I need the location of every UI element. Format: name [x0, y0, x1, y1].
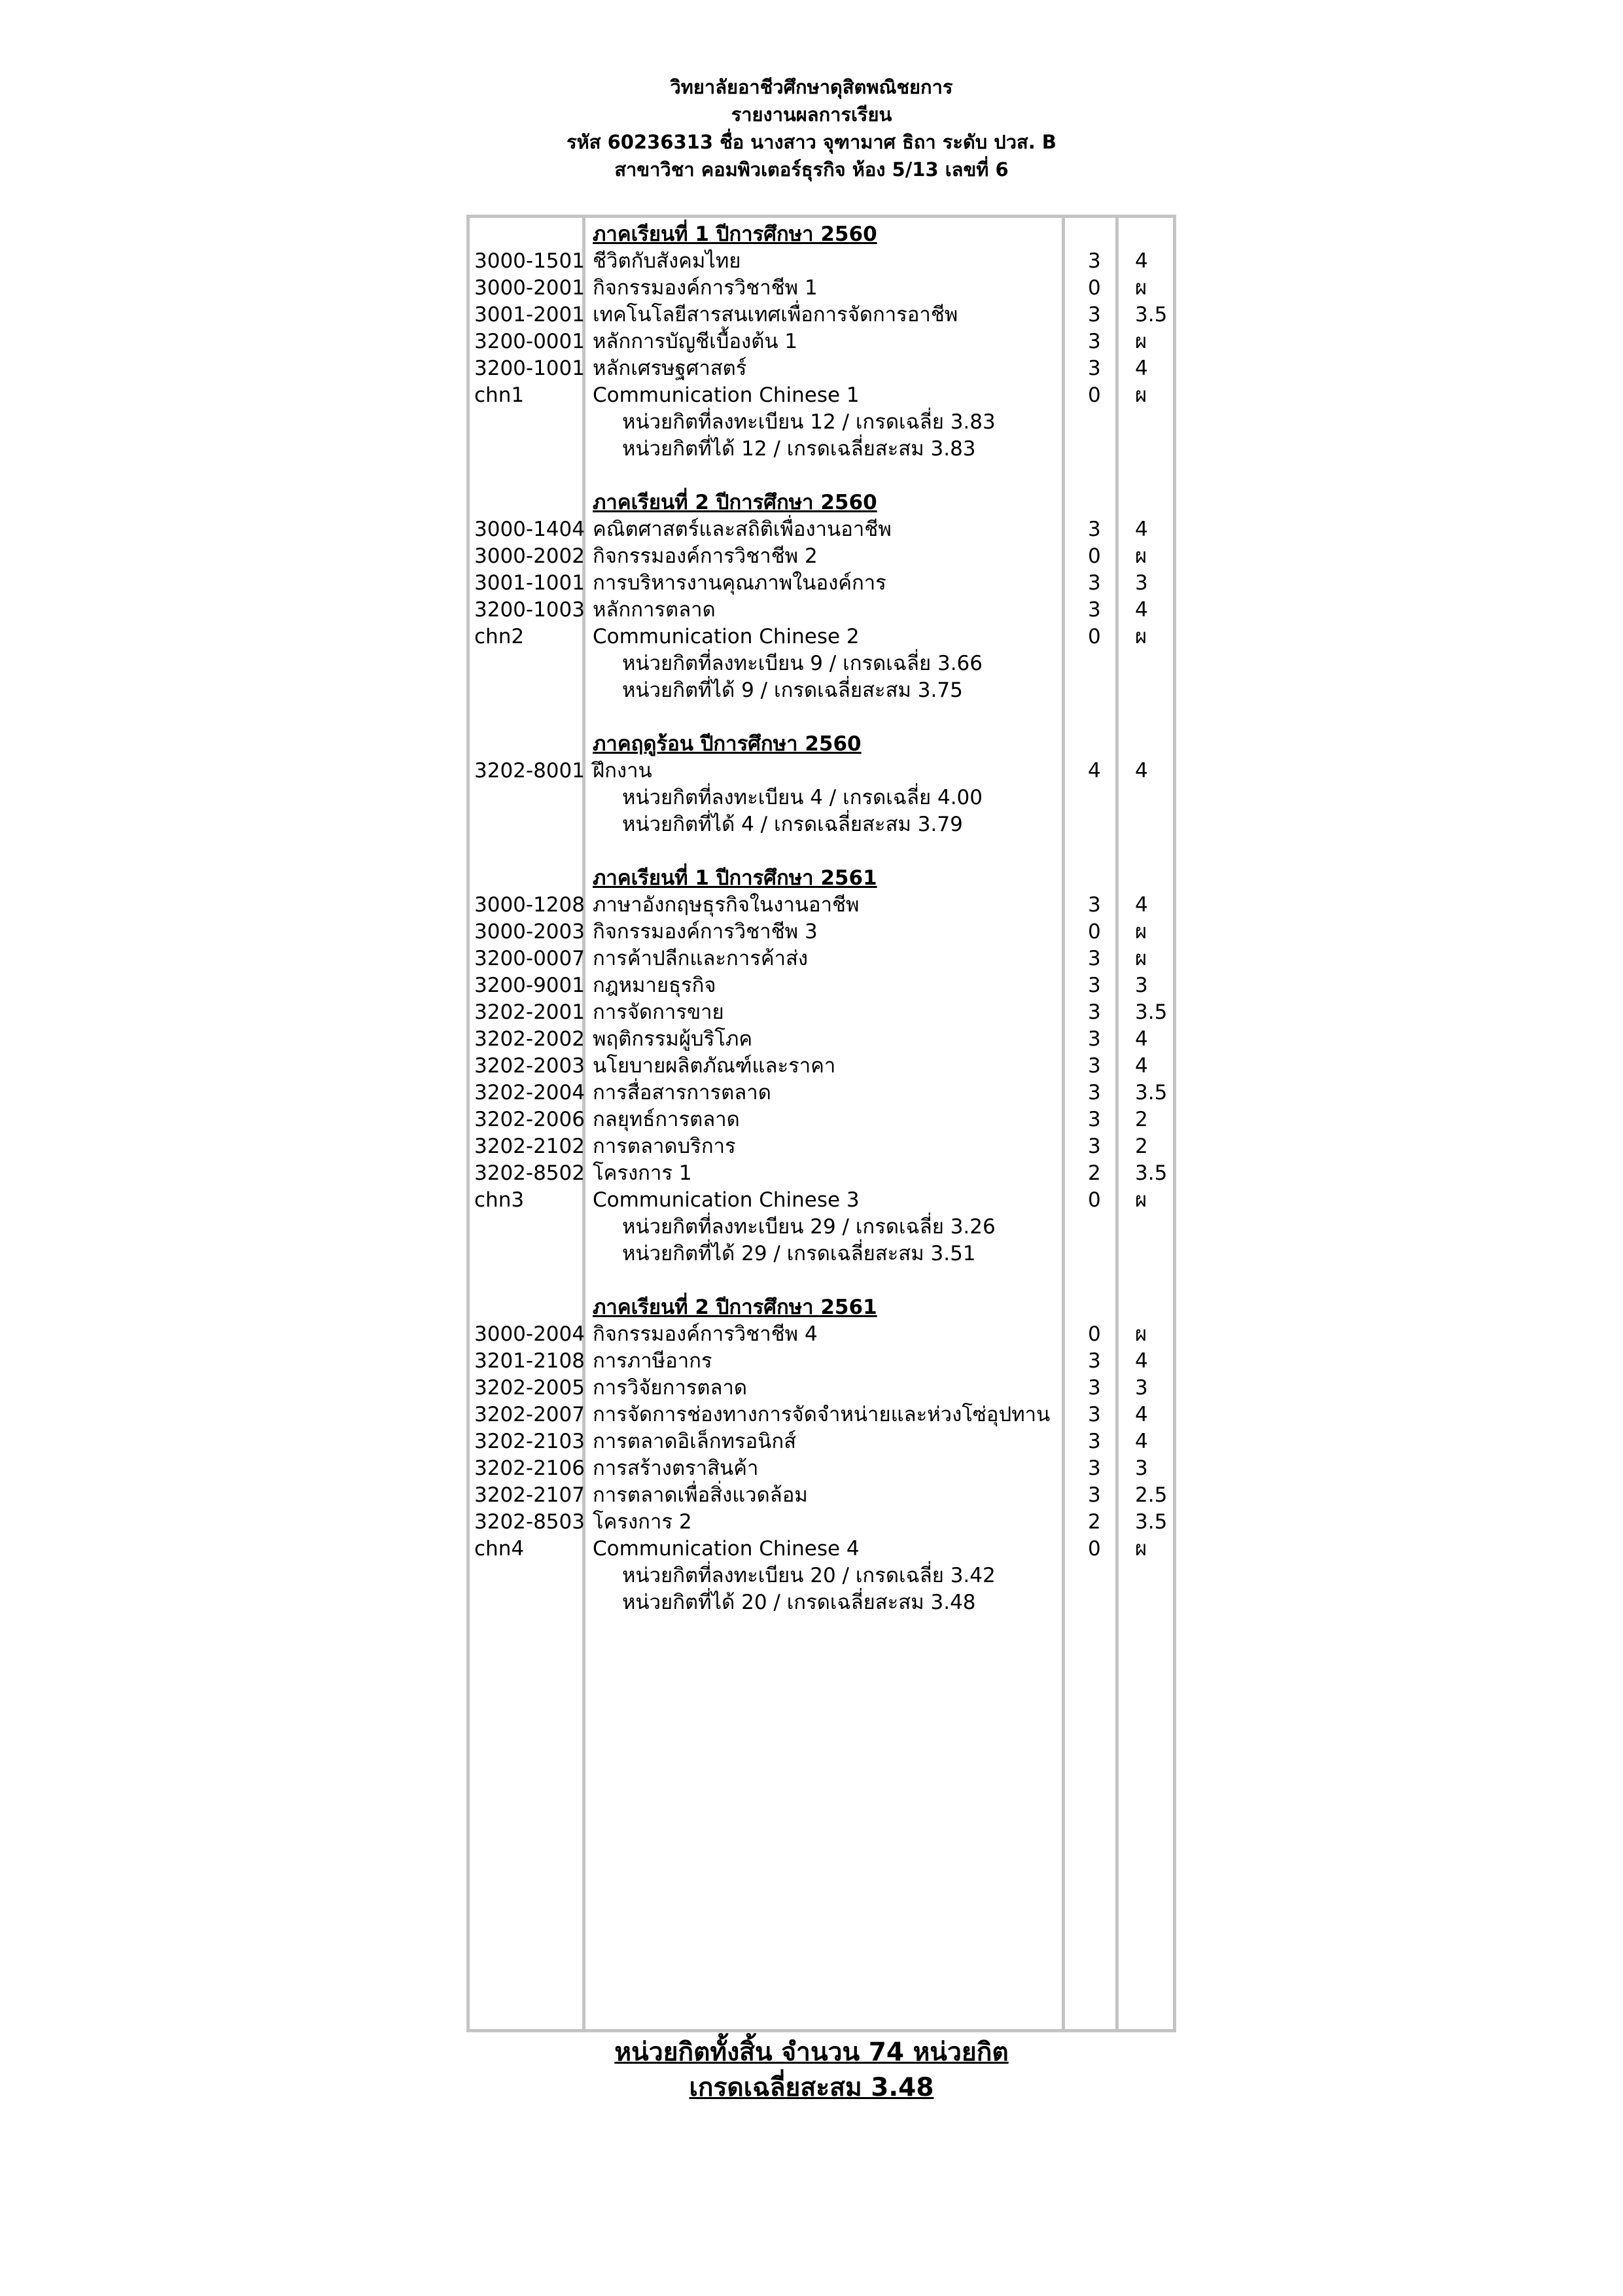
course-grade: ผ [1135, 330, 1147, 353]
report-footer [0, 2035, 1623, 2106]
course-grade: 3 [1135, 1376, 1148, 1400]
course-grade: ผ [1135, 947, 1147, 970]
transcript-rows [466, 221, 1176, 1616]
course-name: เทคโนโลยีสารสนเทศเพื่อการจัดการอาชีพ [593, 303, 958, 327]
course-grade: 3.5 [1135, 1000, 1168, 1024]
course-credit: 2 [1088, 1510, 1101, 1534]
course-credit: 3 [1088, 598, 1101, 622]
course-name: หลักการบัญชีเบื้องต้น 1 [593, 330, 798, 353]
course-code: chn3 [474, 1188, 525, 1212]
course-code: 3202-2102 [474, 1135, 585, 1158]
earned-credits-summary: หน่วยกิตที่ได้ 20 / เกรดเฉลี่ยสะสม 3.48 [622, 1591, 976, 1614]
course-row [466, 1402, 1176, 1428]
course-code: 3000-1208 [474, 893, 585, 917]
course-code: 3202-2004 [474, 1081, 585, 1104]
course-name: การตลาดอิเล็กทรอนิกส์ [593, 1430, 797, 1453]
term-summary-row [466, 1241, 1176, 1267]
course-row [466, 275, 1176, 302]
course-grade: ผ [1135, 625, 1147, 648]
course-row [466, 1428, 1176, 1455]
course-code: 3200-0007 [474, 947, 585, 970]
term-title: ภาคเรียนที่ 1 ปีการศึกษา 2561 [593, 866, 877, 890]
course-name: คณิตศาสตร์และสถิติเพื่องานอาชีพ [593, 518, 892, 541]
course-row [466, 1026, 1176, 1053]
course-grade: 4 [1135, 759, 1148, 783]
course-row [466, 543, 1176, 570]
course-row [466, 1133, 1176, 1160]
course-code: 3202-2007 [474, 1403, 585, 1426]
course-row [466, 919, 1176, 945]
course-row [466, 999, 1176, 1026]
course-grade: 3 [1135, 974, 1148, 997]
course-credit: 3 [1088, 1000, 1101, 1024]
course-credit: 0 [1088, 920, 1101, 944]
course-row [466, 1321, 1176, 1348]
course-credit: 4 [1088, 759, 1101, 783]
course-code: 3202-8502 [474, 1161, 585, 1185]
term-title: ภาคเรียนที่ 2 ปีการศึกษา 2561 [593, 1296, 877, 1319]
course-code: 3202-2106 [474, 1457, 585, 1480]
course-grade: 2.5 [1135, 1483, 1168, 1507]
course-grade: 4 [1135, 893, 1148, 917]
course-grade: ผ [1135, 1322, 1147, 1346]
course-row [466, 248, 1176, 275]
term-title: ภาคเรียนที่ 1 ปีการศึกษา 2560 [593, 222, 877, 246]
course-code: 3001-2001 [474, 303, 585, 327]
course-code: 3000-1501 [474, 249, 585, 273]
table-top-border [466, 215, 1176, 218]
course-grade: 4 [1135, 249, 1148, 273]
registered-credits-summary: หน่วยกิตที่ลงทะเบียน 29 / เกรดเฉลี่ย 3.26 [622, 1215, 996, 1239]
course-credit: 3 [1088, 1081, 1101, 1104]
term-header-row [466, 489, 1176, 516]
course-name: พฤติกรรมผู้บริโภค [593, 1027, 753, 1051]
course-code: 3202-2001 [474, 1000, 585, 1024]
course-row [466, 1509, 1176, 1536]
course-code: 3200-1003 [474, 598, 585, 622]
report-title: รายงานผลการเรียน [731, 103, 892, 126]
student-info: รหัส 60236313 ชื่อ นางสาว จุฑามาศ ธิถา ระดับ ปวส. B [567, 131, 1056, 153]
course-code: chn1 [474, 383, 525, 407]
course-name: กิจกรรมองค์การวิชาชีพ 3 [593, 920, 818, 944]
course-grade: 4 [1135, 1403, 1148, 1426]
course-credit: 0 [1088, 1537, 1101, 1561]
course-name: การสื่อสารการตลาด [593, 1081, 771, 1104]
earned-credits-summary: หน่วยกิตที่ได้ 9 / เกรดเฉลี่ยสะสม 3.75 [622, 679, 963, 702]
term-summary-row [466, 436, 1176, 463]
course-grade: 4 [1135, 1027, 1148, 1051]
course-name: กลยุทธ์การตลาด [593, 1108, 740, 1131]
course-credit: 3 [1088, 303, 1101, 327]
course-grade: 2 [1135, 1135, 1148, 1158]
course-grade: ผ [1135, 383, 1147, 407]
report-header [0, 73, 1623, 183]
course-credit: 3 [1088, 1376, 1101, 1400]
course-grade: 3.5 [1135, 303, 1168, 327]
course-name: ชีวิตกับสังคมไทย [593, 249, 741, 273]
course-row [466, 1187, 1176, 1214]
course-code: 3202-2103 [474, 1430, 585, 1453]
course-grade: 4 [1135, 1349, 1148, 1373]
course-credit: 0 [1088, 1188, 1101, 1212]
course-row [466, 892, 1176, 919]
course-credit: 2 [1088, 1161, 1101, 1185]
course-name: การจัดการขาย [593, 1000, 724, 1024]
course-credit: 3 [1088, 1349, 1101, 1373]
course-row [466, 1536, 1176, 1563]
course-grade: 3 [1135, 571, 1148, 595]
course-row [466, 1482, 1176, 1509]
course-name: การวิจัยการตลาด [593, 1376, 748, 1400]
course-credit: 3 [1088, 1403, 1101, 1426]
total-credits: หน่วยกิตทั้งสิ้น จำนวน 74 หน่วยกิต [614, 2038, 1009, 2067]
course-name: Communication Chinese 1 [593, 383, 860, 407]
term-summary-row [466, 1589, 1176, 1616]
course-name: หลักเศรษฐศาสตร์ [593, 357, 747, 380]
course-name: Communication Chinese 2 [593, 625, 860, 648]
course-code: 3000-2003 [474, 920, 585, 944]
course-row [466, 1455, 1176, 1482]
course-credit: 0 [1088, 1322, 1101, 1346]
course-credit: 3 [1088, 974, 1101, 997]
course-code: chn4 [474, 1537, 525, 1561]
major-info: สาขาวิชา คอมพิวเตอร์ธุรกิจ ห้อง 5/13 เลขที่ 6 [614, 158, 1009, 181]
course-code: 3000-1404 [474, 518, 585, 541]
course-code: 3202-8503 [474, 1510, 585, 1534]
course-grade: ผ [1135, 544, 1147, 568]
course-code: 3202-2005 [474, 1376, 585, 1400]
term-summary-row [466, 1214, 1176, 1241]
course-grade: ผ [1135, 276, 1147, 300]
course-row [466, 1053, 1176, 1080]
earned-credits-summary: หน่วยกิตที่ได้ 29 / เกรดเฉลี่ยสะสม 3.51 [622, 1242, 976, 1265]
course-grade: 3.5 [1135, 1161, 1168, 1185]
course-grade: 3.5 [1135, 1081, 1168, 1104]
course-name: กิจกรรมองค์การวิชาชีพ 1 [593, 276, 818, 300]
course-row [466, 1080, 1176, 1106]
course-code: 3202-2003 [474, 1054, 585, 1078]
course-grade: ผ [1135, 920, 1147, 944]
course-code: 3202-2107 [474, 1483, 585, 1507]
course-row [466, 1160, 1176, 1187]
course-name: นโยบายผลิตภัณฑ์และราคา [593, 1054, 836, 1078]
course-credit: 3 [1088, 893, 1101, 917]
course-row [466, 972, 1176, 999]
blank-row [466, 1267, 1176, 1294]
course-credit: 0 [1088, 625, 1101, 648]
course-name: การบริหารงานคุณภาพในองค์การ [593, 571, 886, 595]
course-credit: 3 [1088, 1430, 1101, 1453]
term-title: ภาคเรียนที่ 2 ปีการศึกษา 2560 [593, 491, 877, 514]
course-row [466, 945, 1176, 972]
course-credit: 3 [1088, 1108, 1101, 1131]
course-code: 3200-9001 [474, 974, 585, 997]
table-bottom-border [466, 2029, 1176, 2032]
course-row [466, 570, 1176, 597]
course-code: 3000-2004 [474, 1322, 585, 1346]
course-code: 3201-2108 [474, 1349, 585, 1373]
course-name: กิจกรรมองค์การวิชาชีพ 2 [593, 544, 818, 568]
term-header-row [466, 1294, 1176, 1321]
course-name: การสร้างตราสินค้า [593, 1457, 759, 1480]
course-credit: 3 [1088, 571, 1101, 595]
term-summary-row [466, 409, 1176, 436]
term-summary-row [466, 785, 1176, 811]
course-grade: 3.5 [1135, 1510, 1168, 1534]
course-code: chn2 [474, 625, 525, 648]
term-summary-row [466, 650, 1176, 677]
course-grade: ผ [1135, 1188, 1147, 1212]
course-row [466, 1106, 1176, 1133]
course-name: การตลาดเพื่อสิ่งแวดล้อม [593, 1483, 808, 1507]
course-name: โครงการ 1 [593, 1161, 692, 1185]
blank-row [466, 463, 1176, 489]
course-credit: 3 [1088, 1483, 1101, 1507]
registered-credits-summary: หน่วยกิตที่ลงทะเบียน 12 / เกรดเฉลี่ย 3.83 [622, 410, 996, 434]
course-credit: 3 [1088, 947, 1101, 970]
course-name: กฎหมายธุรกิจ [593, 974, 716, 997]
course-credit: 3 [1088, 357, 1101, 380]
course-grade: ผ [1135, 1537, 1147, 1561]
course-code: 3001-1001 [474, 571, 585, 595]
course-credit: 3 [1088, 518, 1101, 541]
blank-row [466, 838, 1176, 865]
course-name: Communication Chinese 4 [593, 1537, 860, 1561]
term-summary-row [466, 1563, 1176, 1589]
term-header-row [466, 221, 1176, 248]
course-credit: 0 [1088, 383, 1101, 407]
course-code: 3200-0001 [474, 330, 585, 353]
course-grade: 4 [1135, 357, 1148, 380]
course-credit: 0 [1088, 544, 1101, 568]
course-name: ฝึกงาน [593, 759, 652, 783]
course-grade: 4 [1135, 1054, 1148, 1078]
course-name: การภาษีอากร [593, 1349, 712, 1373]
term-summary-row [466, 677, 1176, 704]
course-credit: 3 [1088, 1135, 1101, 1158]
course-row [466, 302, 1176, 328]
course-row [466, 624, 1176, 650]
course-name: Communication Chinese 3 [593, 1188, 860, 1212]
registered-credits-summary: หน่วยกิตที่ลงทะเบียน 9 / เกรดเฉลี่ย 3.66 [622, 652, 983, 675]
course-name: โครงการ 2 [593, 1510, 692, 1534]
term-summary-row [466, 811, 1176, 838]
course-row [466, 1348, 1176, 1375]
course-grade: 4 [1135, 598, 1148, 622]
course-name: ภาษาอังกฤษธุรกิจในงานอาชีพ [593, 893, 860, 917]
earned-credits-summary: หน่วยกิตที่ได้ 12 / เกรดเฉลี่ยสะสม 3.83 [622, 437, 976, 461]
course-credit: 3 [1088, 330, 1101, 353]
course-name: กิจกรรมองค์การวิชาชีพ 4 [593, 1322, 818, 1346]
registered-credits-summary: หน่วยกิตที่ลงทะเบียน 20 / เกรดเฉลี่ย 3.42 [622, 1564, 996, 1587]
course-name: การจัดการช่องทางการจัดจำหน่ายและห่วงโซ่อุปทาน [593, 1403, 1051, 1426]
course-code: 3202-2006 [474, 1108, 585, 1131]
course-credit: 3 [1088, 1027, 1101, 1051]
course-code: 3000-2001 [474, 276, 585, 300]
course-row [466, 328, 1176, 355]
course-row [466, 382, 1176, 409]
course-row [466, 355, 1176, 382]
course-grade: 3 [1135, 1457, 1148, 1480]
course-code: 3202-8001 [474, 759, 585, 783]
course-grade: 2 [1135, 1108, 1148, 1131]
cumulative-gpa: เกรดเฉลี่ยสะสม 3.48 [689, 2073, 934, 2102]
course-row [466, 597, 1176, 624]
course-code: 3202-2002 [474, 1027, 585, 1051]
earned-credits-summary: หน่วยกิตที่ได้ 4 / เกรดเฉลี่ยสะสม 3.79 [622, 813, 963, 836]
course-credit: 0 [1088, 276, 1101, 300]
course-name: การตลาดบริการ [593, 1135, 736, 1158]
course-credit: 3 [1088, 1457, 1101, 1480]
course-name: การค้าปลีกและการค้าส่ง [593, 947, 809, 970]
course-code: 3000-2002 [474, 544, 585, 568]
registered-credits-summary: หน่วยกิตที่ลงทะเบียน 4 / เกรดเฉลี่ย 4.00 [622, 786, 983, 809]
blank-row [466, 704, 1176, 731]
course-credit: 3 [1088, 249, 1101, 273]
college-name: วิทยาลัยอาชีวศึกษาดุสิตพณิชยการ [670, 76, 953, 98]
course-row [466, 758, 1176, 785]
course-credit: 3 [1088, 1054, 1101, 1078]
term-header-row [466, 865, 1176, 892]
term-header-row [466, 731, 1176, 758]
course-name: หลักการตลาด [593, 598, 716, 622]
course-grade: 4 [1135, 1430, 1148, 1453]
course-code: 3200-1001 [474, 357, 585, 380]
course-row [466, 516, 1176, 543]
term-title: ภาคฤดูร้อน ปีการศึกษา 2560 [593, 732, 862, 756]
course-grade: 4 [1135, 518, 1148, 541]
course-row [466, 1375, 1176, 1402]
